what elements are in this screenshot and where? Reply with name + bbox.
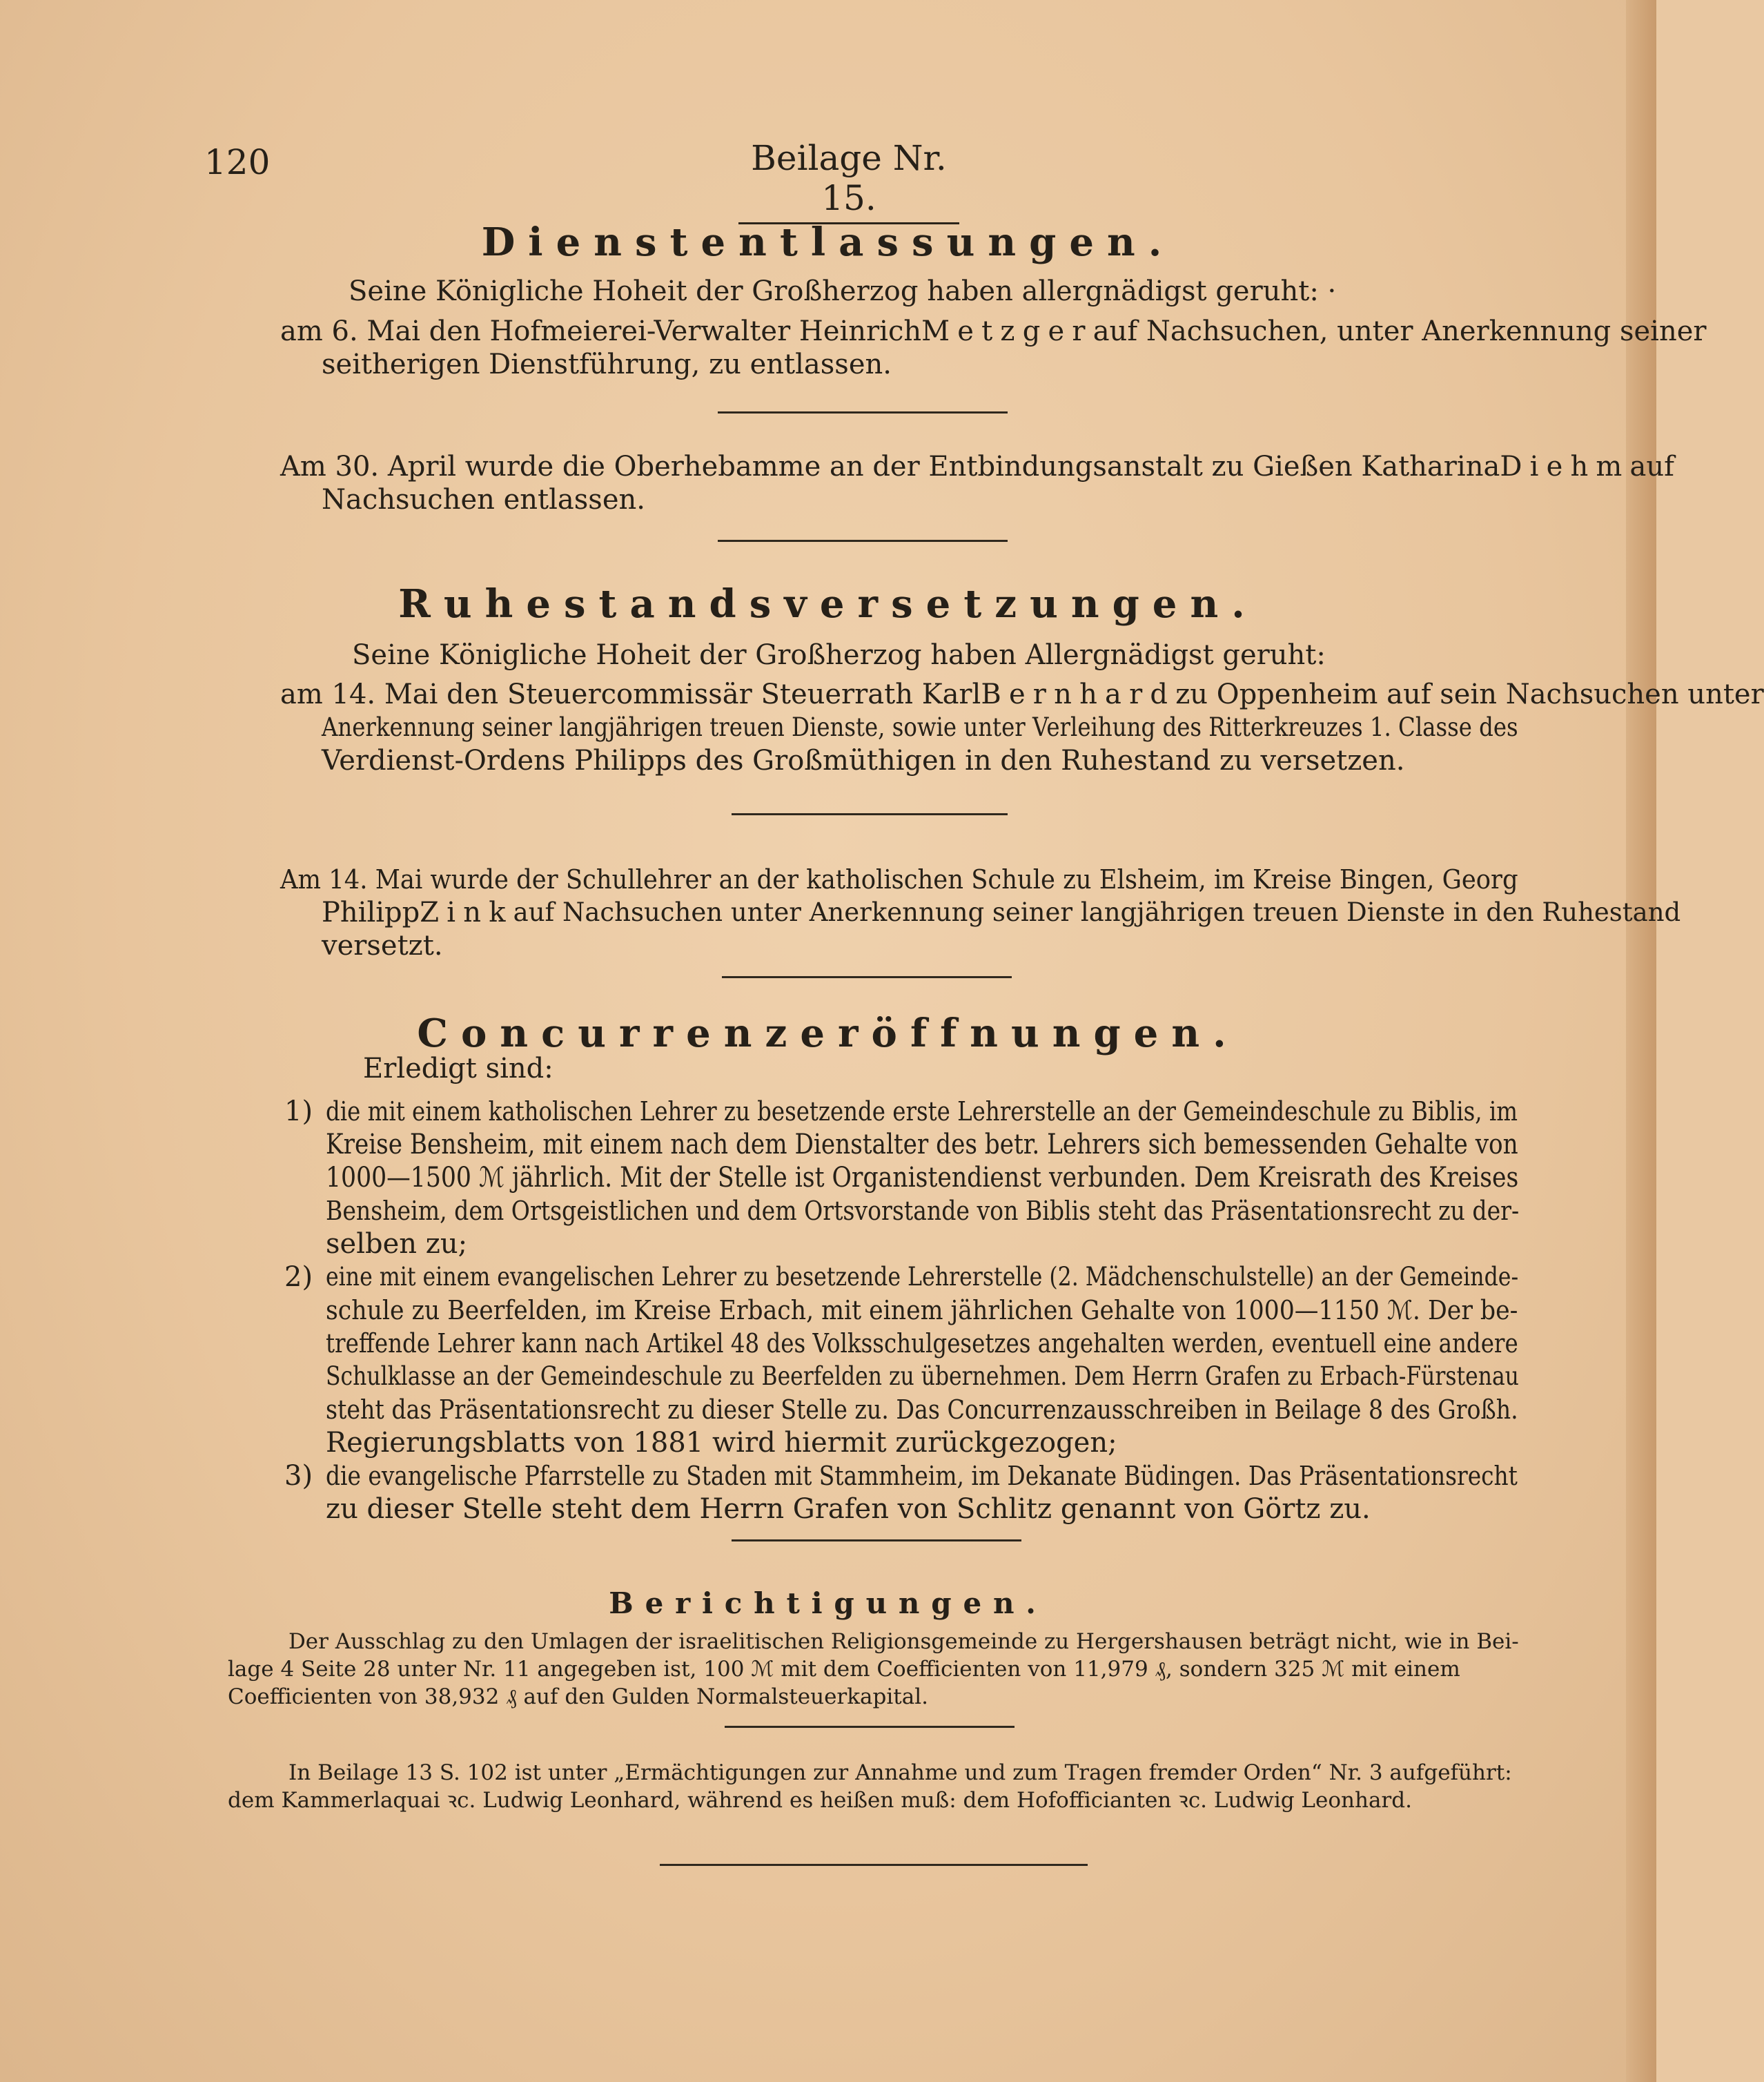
s3-line-1-b: zu Oppenheim auf sein Nachsuchen unter (1175, 679, 1764, 710)
page-edge-shadow (1626, 0, 1656, 2082)
item3-line-1: die evangelische Pfarrstelle zu Staden mit Stammheim, im Dekanate Büdingen. Das Präsentationsrecht (326, 1461, 1518, 1491)
heading-dienstentlassungen: Dienstentlassungen. (481, 220, 1175, 265)
item1-line-4: Bensheim, dem Ortsgeistlichen und dem Ortsvorstande von Biblis steht das Präsentationsrecht zu der- (326, 1196, 1520, 1226)
s1-line-2: seitherigen Dienstführung, zu entlassen. (322, 349, 892, 380)
s5-intro: Erledigt sind: (363, 1053, 553, 1084)
divider (725, 1726, 1015, 1728)
list-number-1: 1) (284, 1096, 313, 1127)
item1-line-1: die mit einem katholischen Lehrer zu besetzende erste Lehrerstelle an der Gemeindeschule zu Biblis, im (326, 1096, 1518, 1127)
item1-line-5: selben zu; (326, 1228, 468, 1260)
correction1-line-3: Coefficienten von 38,932 ₰ auf den Gulden Normalsteuerkapital. (228, 1684, 928, 1709)
s3-line-2: Anerkennung seiner langjährigen treuen Dienste, sowie unter Verleihung des Ritterkreuzes 1. Classe des (322, 712, 1518, 742)
heading-berichtigungen: Berichtigungen. (609, 1586, 1048, 1620)
correction2-line-1: In Beilage 13 S. 102 ist unter „Ermächtigungen zur Annahme und zum Tragen fremder Orden“ Nr. 3 aufgeführt: (288, 1760, 1512, 1785)
s1-name-metzger: Metzger (921, 315, 1093, 347)
divider (718, 411, 1008, 414)
s4-line-2-b: auf Nachsuchen unter Anerkennung seiner langjährigen treuen Dienste in den Ruhestand (513, 897, 1681, 927)
s2-line-1-a: Am 30. April wurde die Oberhebamme an der Entbindungsanstalt zu Gießen Katharina (280, 451, 1500, 483)
item2-line-6: Regierungsblatts von 1881 wird hiermit zurückgezogen; (326, 1427, 1117, 1459)
s1-intro: Seine Königliche Hoheit der Großherzog haben allergnädigst geruht: · (349, 275, 1337, 307)
item1-line-3: 1000—1500 ℳ jährlich. Mit der Stelle ist Organistendienst verbunden. Dem Kreisrath des Kreises (326, 1162, 1519, 1194)
item2-line-5: steht das Präsentationsrecht zu dieser Stelle zu. Das Concurrenzausschreiben in Beilage 8 des Großh. (326, 1394, 1518, 1425)
closing-rule (660, 1864, 1088, 1866)
running-title: Beilage Nr. 15. (738, 138, 959, 224)
divider (732, 813, 1008, 815)
s4-name-zink: Zink (420, 897, 513, 928)
s1-line-1 (280, 315, 1707, 348)
s1-line-1-b: auf Nachsuchen, unter Anerkennung seiner (1092, 315, 1707, 347)
item2-line-4: Schulklasse an der Gemeindeschule zu Beerfelden zu übernehmen. Dem Herrn Grafen zu Erbach-Fürstenau (326, 1361, 1519, 1391)
s4-line-1: Am 14. Mai wurde der Schullehrer an der katholischen Schule zu Elsheim, im Kreise Bingen, Georg (280, 864, 1518, 895)
list-number-2: 2) (284, 1261, 313, 1293)
divider (718, 540, 1008, 542)
s3-name-bernhard: Bernhard (981, 679, 1176, 710)
item2-line-3: treffende Lehrer kann nach Artikel 48 des Volksschulgesetzes angehalten werden, eventuell eine andere (326, 1328, 1518, 1359)
s1-line-1-a: am 6. Mai den Hofmeierei-Verwalter Heinrich (280, 315, 922, 347)
correction1-line-2: lage 4 Seite 28 unter Nr. 11 angegeben ist, 100 ℳ mit dem Coefficienten von 11,979 ₰, sondern 325 ℳ mit einem (228, 1657, 1460, 1682)
item2-line-2: schule zu Beerfelden, im Kreise Erbach, mit einem jährlichen Gehalte von 1000—1150 ℳ. Der be- (326, 1295, 1518, 1325)
page-number: 120 (204, 142, 271, 182)
s2-line-2: Nachsuchen entlassen. (322, 484, 645, 516)
heading-concurrenzeroeffnungen: Concurrenzeröffnungen. (417, 1011, 1239, 1056)
item3-line-2: zu dieser Stelle steht dem Herrn Grafen von Schlitz genannt von Görtz zu. (326, 1493, 1371, 1525)
correction2-line-2: dem Kammerlaquai ꝛc. Ludwig Leonhard, während es heißen muß: dem Hofofficianten ꝛc. Ludwig Leonhard. (228, 1788, 1412, 1813)
s2-name-diehm: Diehm (1500, 451, 1630, 483)
s3-line-1 (280, 678, 1764, 711)
s3-intro: Seine Königliche Hoheit der Großherzog haben Allergnädigst geruht: (352, 639, 1326, 671)
heading-ruhestandsversetzungen: Ruhestandsversetzungen. (398, 581, 1258, 627)
s4-line-2-a: Philipp (322, 897, 420, 928)
item2-line-1: eine mit einem evangelischen Lehrer zu besetzende Lehrerstelle (2. Mädchenschulstelle) an der Gemeinde- (326, 1262, 1519, 1292)
item1-line-2: Kreise Bensheim, mit einem nach dem Dienstalter des betr. Lehrers sich bemessenden Gehalte von (326, 1129, 1518, 1160)
s4-line-3: versetzt. (322, 930, 443, 962)
divider (722, 976, 1012, 978)
s3-line-1-a: am 14. Mai den Steuercommissär Steuerrath Karl (280, 679, 981, 710)
s2-line-1 (280, 450, 1674, 483)
s4-line-2 (322, 896, 1681, 929)
divider (732, 1539, 1021, 1541)
s2-line-1-b: auf (1629, 451, 1674, 483)
s3-line-3: Verdienst-Ordens Philipps des Großmüthigen in den Ruhestand zu versetzen. (322, 745, 1405, 777)
correction1-line-1: Der Ausschlag zu den Umlagen der israelitischen Religionsgemeinde zu Hergershausen beträgt nicht, wie in Bei- (288, 1629, 1519, 1654)
list-number-3: 3) (284, 1460, 313, 1492)
